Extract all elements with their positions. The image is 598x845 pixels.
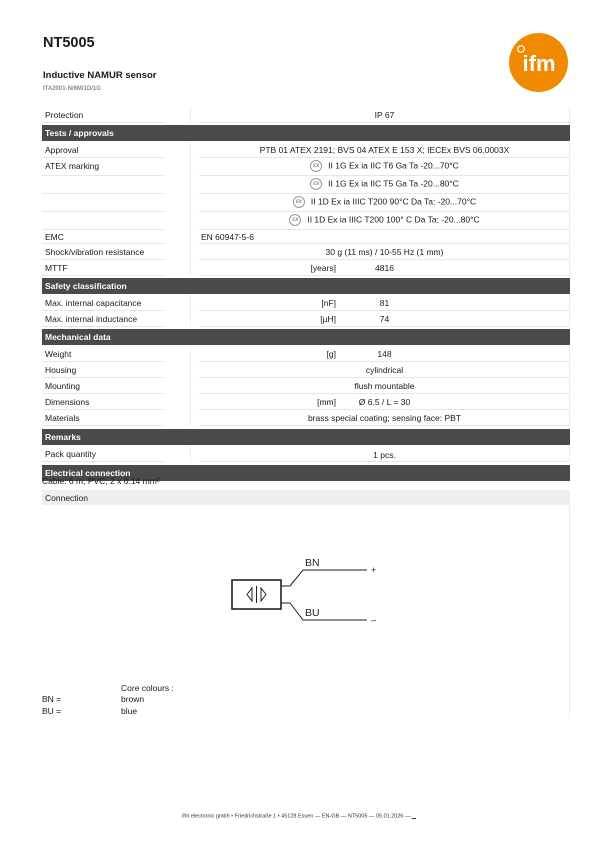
page-footer — [0, 813, 598, 819]
plus-sign: + — [371, 565, 377, 575]
approval-value: PTB 01 ATEX 2191; BVS 04 ATEX E 153 X; IECEx BVS 06.0003X — [259, 145, 510, 155]
section-tests: Tests / approvals — [42, 125, 570, 141]
bu-colour: blue — [121, 706, 138, 716]
connection-heading: Connection — [42, 490, 569, 505]
capacitance-unit: [nF] — [321, 298, 336, 308]
row-inductance — [42, 311, 570, 327]
cable-spec: Cable: 6 m, PVC; 2 x 0.14 mm² — [42, 476, 160, 486]
row-pack — [42, 446, 570, 462]
housing-label: Housing — [45, 365, 77, 375]
section-electrical: Electrical connection — [42, 465, 570, 481]
page-title: NT5005 — [43, 35, 95, 51]
inductance-unit: [µH] — [320, 314, 336, 324]
pack-label: Pack quantity — [45, 449, 97, 459]
bn-colour: brown — [121, 694, 145, 704]
atex-value-4: II 1D Ex ia IIIC T200 100° C Da Ta: -20...80°C — [307, 214, 480, 225]
atex-value-1: II 1G Ex ia IIC T6 Ga Ta -20...70°C — [328, 160, 459, 171]
inductance-label: Max. internal inductance — [45, 314, 138, 324]
mounting-label: Mounting — [45, 381, 80, 391]
row-atex-2 — [42, 176, 570, 194]
row-atex-3 — [42, 194, 570, 212]
dimensions-unit: [mm] — [317, 397, 336, 407]
footer-link-icon[interactable] — [412, 813, 416, 819]
ifm-logo — [509, 33, 568, 92]
section-mechanical: Mechanical data — [42, 329, 570, 345]
product-subtitle: Inductive NAMUR sensor — [43, 70, 157, 81]
weight-label: Weight — [45, 349, 72, 359]
mttf-unit: [years] — [310, 263, 336, 273]
row-shock — [42, 244, 570, 260]
protection-value: IP 67 — [374, 110, 395, 120]
row-atex-1 — [42, 158, 570, 176]
row-materials — [42, 410, 570, 426]
ex-icon: εx — [293, 196, 305, 208]
ex-icon: εx — [310, 178, 322, 190]
row-approval — [42, 142, 570, 158]
ex-icon: εx — [289, 214, 301, 226]
bu-wire — [281, 603, 367, 620]
section-safety: Safety classification — [42, 278, 570, 294]
materials-label: Materials — [45, 413, 80, 423]
bu-wire-label: BU — [305, 607, 320, 619]
shock-value: 30 g (11 ms) / 10-55 Hz (1 mm) — [325, 247, 444, 257]
capacitance-value: 81 — [379, 298, 390, 308]
pack-value: 1 pcs. — [373, 450, 396, 460]
atex-label: ATEX marking — [45, 161, 100, 171]
spec-table — [42, 107, 570, 482]
atex-value-3: II 1D Ex ia IIIC T200 90°C Da Ta: -20...70°C — [310, 196, 477, 207]
bn-wire — [281, 570, 367, 586]
svg-text:ifm: ifm — [522, 51, 556, 76]
mttf-label: MTTF — [45, 263, 68, 273]
row-atex-4 — [42, 212, 570, 230]
materials-value: brass special coating; sensing face: PBT — [307, 413, 462, 423]
row-housing — [42, 362, 570, 378]
emc-label: EMC — [45, 232, 64, 242]
row-mttf — [42, 260, 570, 276]
ex-icon: εx — [310, 160, 322, 172]
mounting-value: flush mountable — [354, 381, 415, 391]
bn-wire-label: BN — [305, 557, 320, 569]
dimensions-label: Dimensions — [45, 397, 90, 407]
row-protection — [42, 107, 570, 123]
article-code: ITA2001-N/6M/1D/1G — [43, 86, 101, 92]
emc-value: EN 60947-5-6 — [201, 232, 254, 242]
dimensions-value: Ø 6.5 / L = 30 — [358, 397, 411, 407]
section-remarks: Remarks — [42, 429, 570, 445]
weight-value: 148 — [377, 349, 392, 359]
bn-label: BN = — [42, 694, 62, 704]
row-dimensions — [42, 394, 570, 410]
mttf-value: 4816 — [375, 263, 394, 273]
atex-value-2: II 1G Ex ia IIC T5 Ga Ta -20...80°C — [328, 178, 459, 189]
minus-sign: – — [371, 615, 377, 625]
weight-unit: [g] — [326, 349, 336, 359]
approval-label: Approval — [45, 145, 79, 155]
capacitance-label: Max. internal capacitance — [45, 298, 142, 308]
core-colours-title: Core colours : — [121, 683, 174, 693]
row-weight — [42, 346, 570, 362]
protection-label: Protection — [45, 110, 84, 120]
row-mounting — [42, 378, 570, 394]
row-capacitance — [42, 295, 570, 311]
shock-label: Shock/vibration resistance — [45, 247, 145, 257]
row-emc — [42, 230, 570, 244]
footer-text: ifm electronic gmbh • Friedrichstraße 1 • 45128 Essen — EN-GB — NT5005 — 05.01.2026 — — [181, 813, 413, 820]
inductance-value: 74 — [379, 314, 390, 324]
housing-value: cylindrical — [365, 365, 404, 375]
bu-label: BU = — [42, 706, 62, 716]
